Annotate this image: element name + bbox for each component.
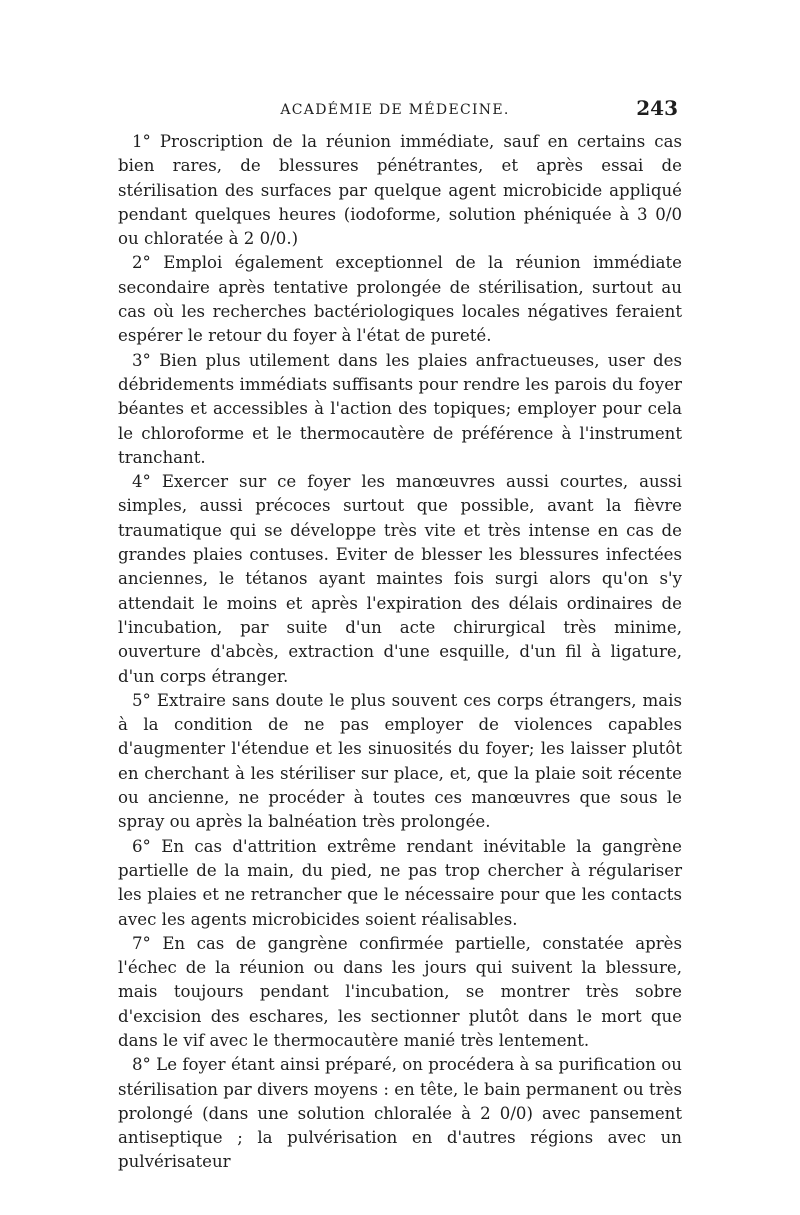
paragraph-4: 4° Exercer sur ce foyer les manœuvres aussi courtes, aussi simples, aussi précoces surtout que possible, avant la fièvre traumatique qui se développe très vite et très intense en cas de grandes plaies contuses. Eviter de blesser les blessures infectées anciennes, le tétanos ayant maintes fois surgi alors qu'on s'y attendait le moins et après l'expiration des délais ordinaires de l'incubation, par suite d'un acte chirurgical très minime, ouverture d'abcès, extraction d'une esquille, d'un fil à ligature, d'un corps étranger. xyxy=(118,472,682,686)
paragraph-2: 2° Emploi également exceptionnel de la réunion immédiate secondaire après tentative prolongée de stérilisation, surtout au cas où les recherches bactériologiques locales négatives feraient espérer le retour du foyer à l'état de pureté. xyxy=(118,253,682,346)
paragraph-8: 8° Le foyer étant ainsi préparé, on procédera à sa purification ou stérilisation par divers moyens : en tête, le bain permanent ou très prolongé (dans une solution chloralée à 2 0/0) avec pansement antiseptique ; la pulvérisation en d'autres régions avec un pulvérisateur xyxy=(118,1055,682,1172)
body-text xyxy=(118,130,682,1175)
paragraph-7: 7° En cas de gangrène confirmée partielle, constatée après l'échec de la réunion ou dans les jours qui suivent la blessure, mais toujours pendant l'incubation, se montrer très sobre d'excision des eschares, les sectionner plutôt dans le mort que dans le vif avec le thermocautère manié très lentement. xyxy=(118,933,682,1050)
running-header xyxy=(110,96,680,126)
running-title: ACADÉMIE DE MÉDECINE. xyxy=(280,102,510,118)
paragraph-1: 1° Proscription de la réunion immédiate, sauf en certains cas bien rares, de blessures pénétrantes, et après essai de stérilisation des surfaces par quelque agent microbicide appliqué pendant quelques heures (iodoforme, solution phéniquée à 3 0/0 ou chloratée à 2 0/0.) xyxy=(118,132,682,249)
page-number: 243 xyxy=(636,96,678,120)
paragraph-3: 3° Bien plus utilement dans les plaies anfractueuses, user des débridements immédiats suffisants pour rendre les parois du foyer béantes et accessibles à l'action des topiques; employer pour cela le chloroforme et le thermocautère de préférence à l'instrument tranchant. xyxy=(118,350,682,467)
paragraph-6: 6° En cas d'attrition extrême rendant inévitable la gangrène partielle de la main, du pied, ne pas trop chercher à régulariser les plaies et ne retrancher que le nécessaire pour que les contacts avec les agents microbicides soient réalisables. xyxy=(118,836,682,929)
paragraph-5: 5° Extraire sans doute le plus souvent ces corps étrangers, mais à la condition de ne pas employer de violences capables d'augmenter l'étendue et les sinuosités du foyer; les laisser plutôt en cherchant à les stériliser sur place, et, que la plaie soit récente ou ancienne, ne procéder à toutes ces manœuvres que sous le spray ou après la balnéation très prolongée. xyxy=(118,690,682,832)
